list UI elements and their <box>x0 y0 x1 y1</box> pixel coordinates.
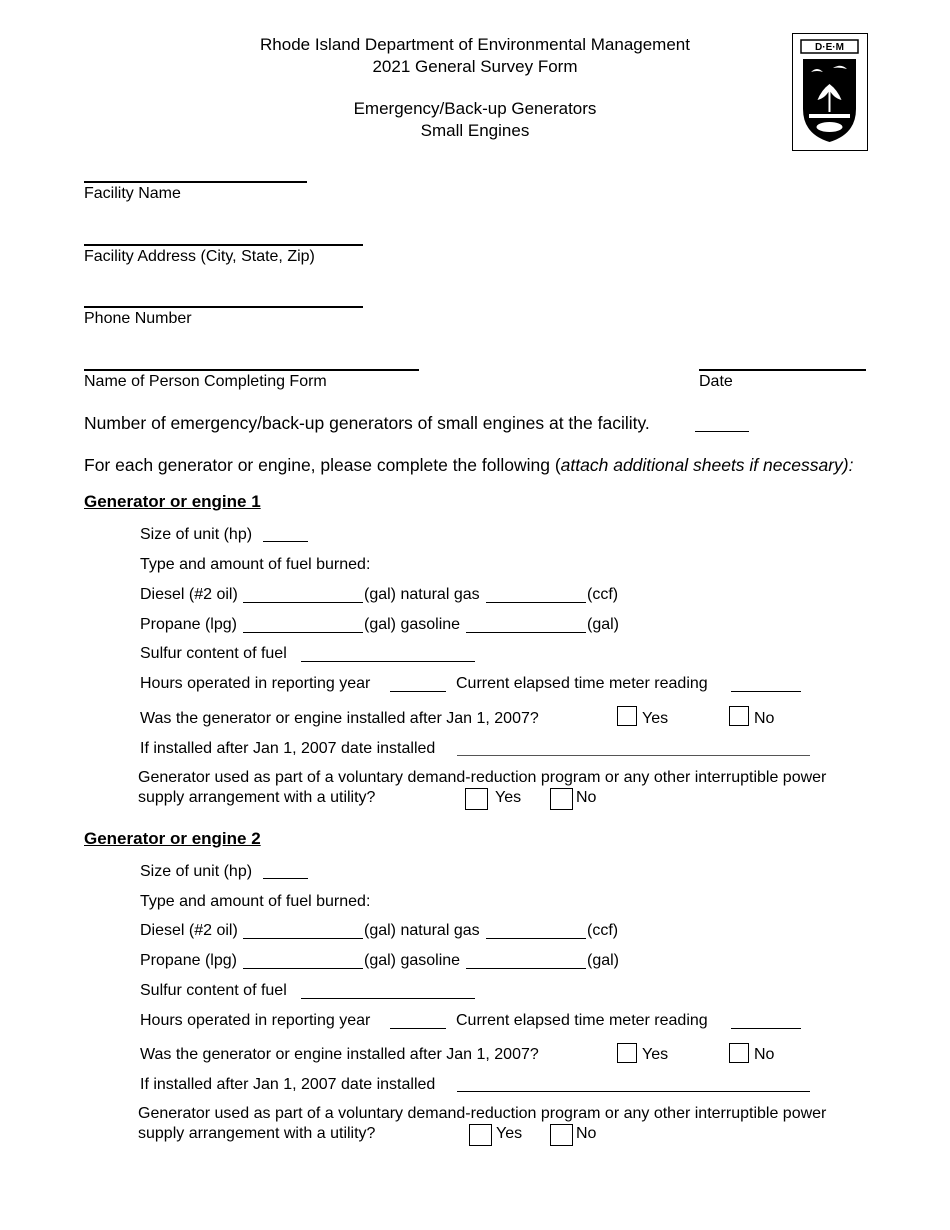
s2-diesel-label: Diesel (#2 oil) <box>140 922 238 939</box>
person-name-line[interactable] <box>84 369 419 371</box>
s2-natural-gas-line[interactable] <box>486 938 586 939</box>
s2-meter-line[interactable] <box>731 1028 801 1029</box>
s1-natural-gas-line[interactable] <box>486 602 586 603</box>
s1-demand-question-line1: Generator used as part of a voluntary demand-reduction program or any other interruptible power <box>138 769 827 786</box>
phone-number-label: Phone Number <box>84 310 192 327</box>
s2-installed-yes-label: Yes <box>642 1046 669 1063</box>
s1-installed-no-label: No <box>754 710 775 727</box>
facility-name-line[interactable] <box>84 181 307 183</box>
s2-gal-label: (gal) <box>587 952 620 969</box>
s1-meter-label: Current elapsed time meter reading <box>456 675 708 692</box>
s2-demand-question-line1: Generator used as part of a voluntary demand-reduction program or any other interruptible power <box>138 1105 827 1122</box>
date-label: Date <box>699 373 733 390</box>
s2-demand-no-label: No <box>576 1125 597 1142</box>
s1-install-date-label: If installed after Jan 1, 2007 date installed <box>140 740 436 757</box>
s1-installed-no-checkbox[interactable] <box>729 706 749 726</box>
s2-meter-label: Current elapsed time meter reading <box>456 1012 708 1029</box>
s1-natural-gas-label: (gal) natural gas <box>364 586 480 603</box>
s1-gasoline-label: (gal) gasoline <box>364 616 461 633</box>
generator-count-question: Number of emergency/back-up generators of small engines at the facility. <box>84 413 650 433</box>
instruction-text <box>84 457 853 475</box>
s1-sulfur-label: Sulfur content of fuel <box>140 645 287 662</box>
s1-demand-yes-checkbox[interactable] <box>465 788 488 810</box>
s2-gasoline-line[interactable] <box>466 968 586 969</box>
section-1-title: Generator or engine 1 <box>84 492 261 511</box>
s2-sulfur-line[interactable] <box>301 998 475 999</box>
s2-fuel-type-label: Type and amount of fuel burned: <box>140 893 371 910</box>
s1-hours-label: Hours operated in reporting year <box>140 675 371 692</box>
s2-size-line[interactable] <box>263 878 308 879</box>
s2-hours-label: Hours operated in reporting year <box>140 1012 371 1029</box>
dem-seal-icon <box>793 34 866 149</box>
s1-installed-yes-checkbox[interactable] <box>617 706 637 726</box>
s1-demand-no-label: No <box>576 789 597 806</box>
instruction-prefix: For each generator or engine, please complete the following ( <box>84 455 561 475</box>
s1-demand-yes-label: Yes <box>495 789 522 806</box>
facility-name-label: Facility Name <box>84 185 181 202</box>
s1-install-date-line[interactable] <box>457 755 810 756</box>
s1-ccf-label: (ccf) <box>587 586 619 603</box>
generator-count-line[interactable] <box>695 431 749 432</box>
s2-sulfur-label: Sulfur content of fuel <box>140 982 287 999</box>
s1-gasoline-line[interactable] <box>466 632 586 633</box>
logo-text: D·E·M <box>815 42 844 53</box>
s1-diesel-line[interactable] <box>243 602 363 603</box>
facility-address-line[interactable] <box>84 244 363 246</box>
s2-demand-yes-label: Yes <box>496 1125 523 1142</box>
s1-size-line[interactable] <box>263 541 308 542</box>
s2-gasoline-label: (gal) gasoline <box>364 952 461 969</box>
s1-sulfur-line[interactable] <box>301 661 475 662</box>
phone-number-line[interactable] <box>84 306 363 308</box>
facility-address-label: Facility Address (City, State, Zip) <box>84 248 315 265</box>
form-title: 2021 General Survey Form <box>372 57 578 76</box>
s2-ccf-label: (ccf) <box>587 922 619 939</box>
s1-meter-line[interactable] <box>731 691 801 692</box>
date-line[interactable] <box>699 369 866 371</box>
s2-size-label: Size of unit (hp) <box>140 863 253 880</box>
s1-size-label: Size of unit (hp) <box>140 526 253 543</box>
s2-installed-question: Was the generator or engine installed after Jan 1, 2007? <box>140 1046 539 1063</box>
s1-propane-line[interactable] <box>243 632 363 633</box>
s1-demand-no-checkbox[interactable] <box>550 788 573 810</box>
s1-fuel-type-label: Type and amount of fuel burned: <box>140 556 371 573</box>
s2-installed-no-checkbox[interactable] <box>729 1043 749 1063</box>
s2-installed-no-label: No <box>754 1046 775 1063</box>
s2-demand-question-line2: supply arrangement with a utility? <box>138 1125 376 1142</box>
person-name-label: Name of Person Completing Form <box>84 373 327 390</box>
s2-demand-no-checkbox[interactable] <box>550 1124 573 1146</box>
agency-name: Rhode Island Department of Environmental Management <box>260 35 690 54</box>
s1-installed-yes-label: Yes <box>642 710 669 727</box>
s1-propane-label: Propane (lpg) <box>140 616 237 633</box>
s1-diesel-label: Diesel (#2 oil) <box>140 586 238 603</box>
section-2-title: Generator or engine 2 <box>84 829 261 848</box>
s1-gal-label: (gal) <box>587 616 620 633</box>
s2-natural-gas-label: (gal) natural gas <box>364 922 480 939</box>
s2-propane-label: Propane (lpg) <box>140 952 237 969</box>
s2-install-date-line[interactable] <box>457 1091 810 1092</box>
dem-logo <box>792 33 868 151</box>
s2-propane-line[interactable] <box>243 968 363 969</box>
s2-demand-yes-checkbox[interactable] <box>469 1124 492 1146</box>
s2-diesel-line[interactable] <box>243 938 363 939</box>
instruction-italic: attach additional sheets if necessary): <box>560 455 854 475</box>
s1-demand-question-line2: supply arrangement with a utility? <box>138 789 376 806</box>
s2-installed-yes-checkbox[interactable] <box>617 1043 637 1063</box>
s1-hours-line[interactable] <box>390 691 446 692</box>
s2-install-date-label: If installed after Jan 1, 2007 date installed <box>140 1076 436 1093</box>
form-subject-line2: Small Engines <box>420 121 530 140</box>
form-subject-line1: Emergency/Back-up Generators <box>353 99 597 118</box>
s1-installed-question: Was the generator or engine installed after Jan 1, 2007? <box>140 710 539 727</box>
s2-hours-line[interactable] <box>390 1028 446 1029</box>
